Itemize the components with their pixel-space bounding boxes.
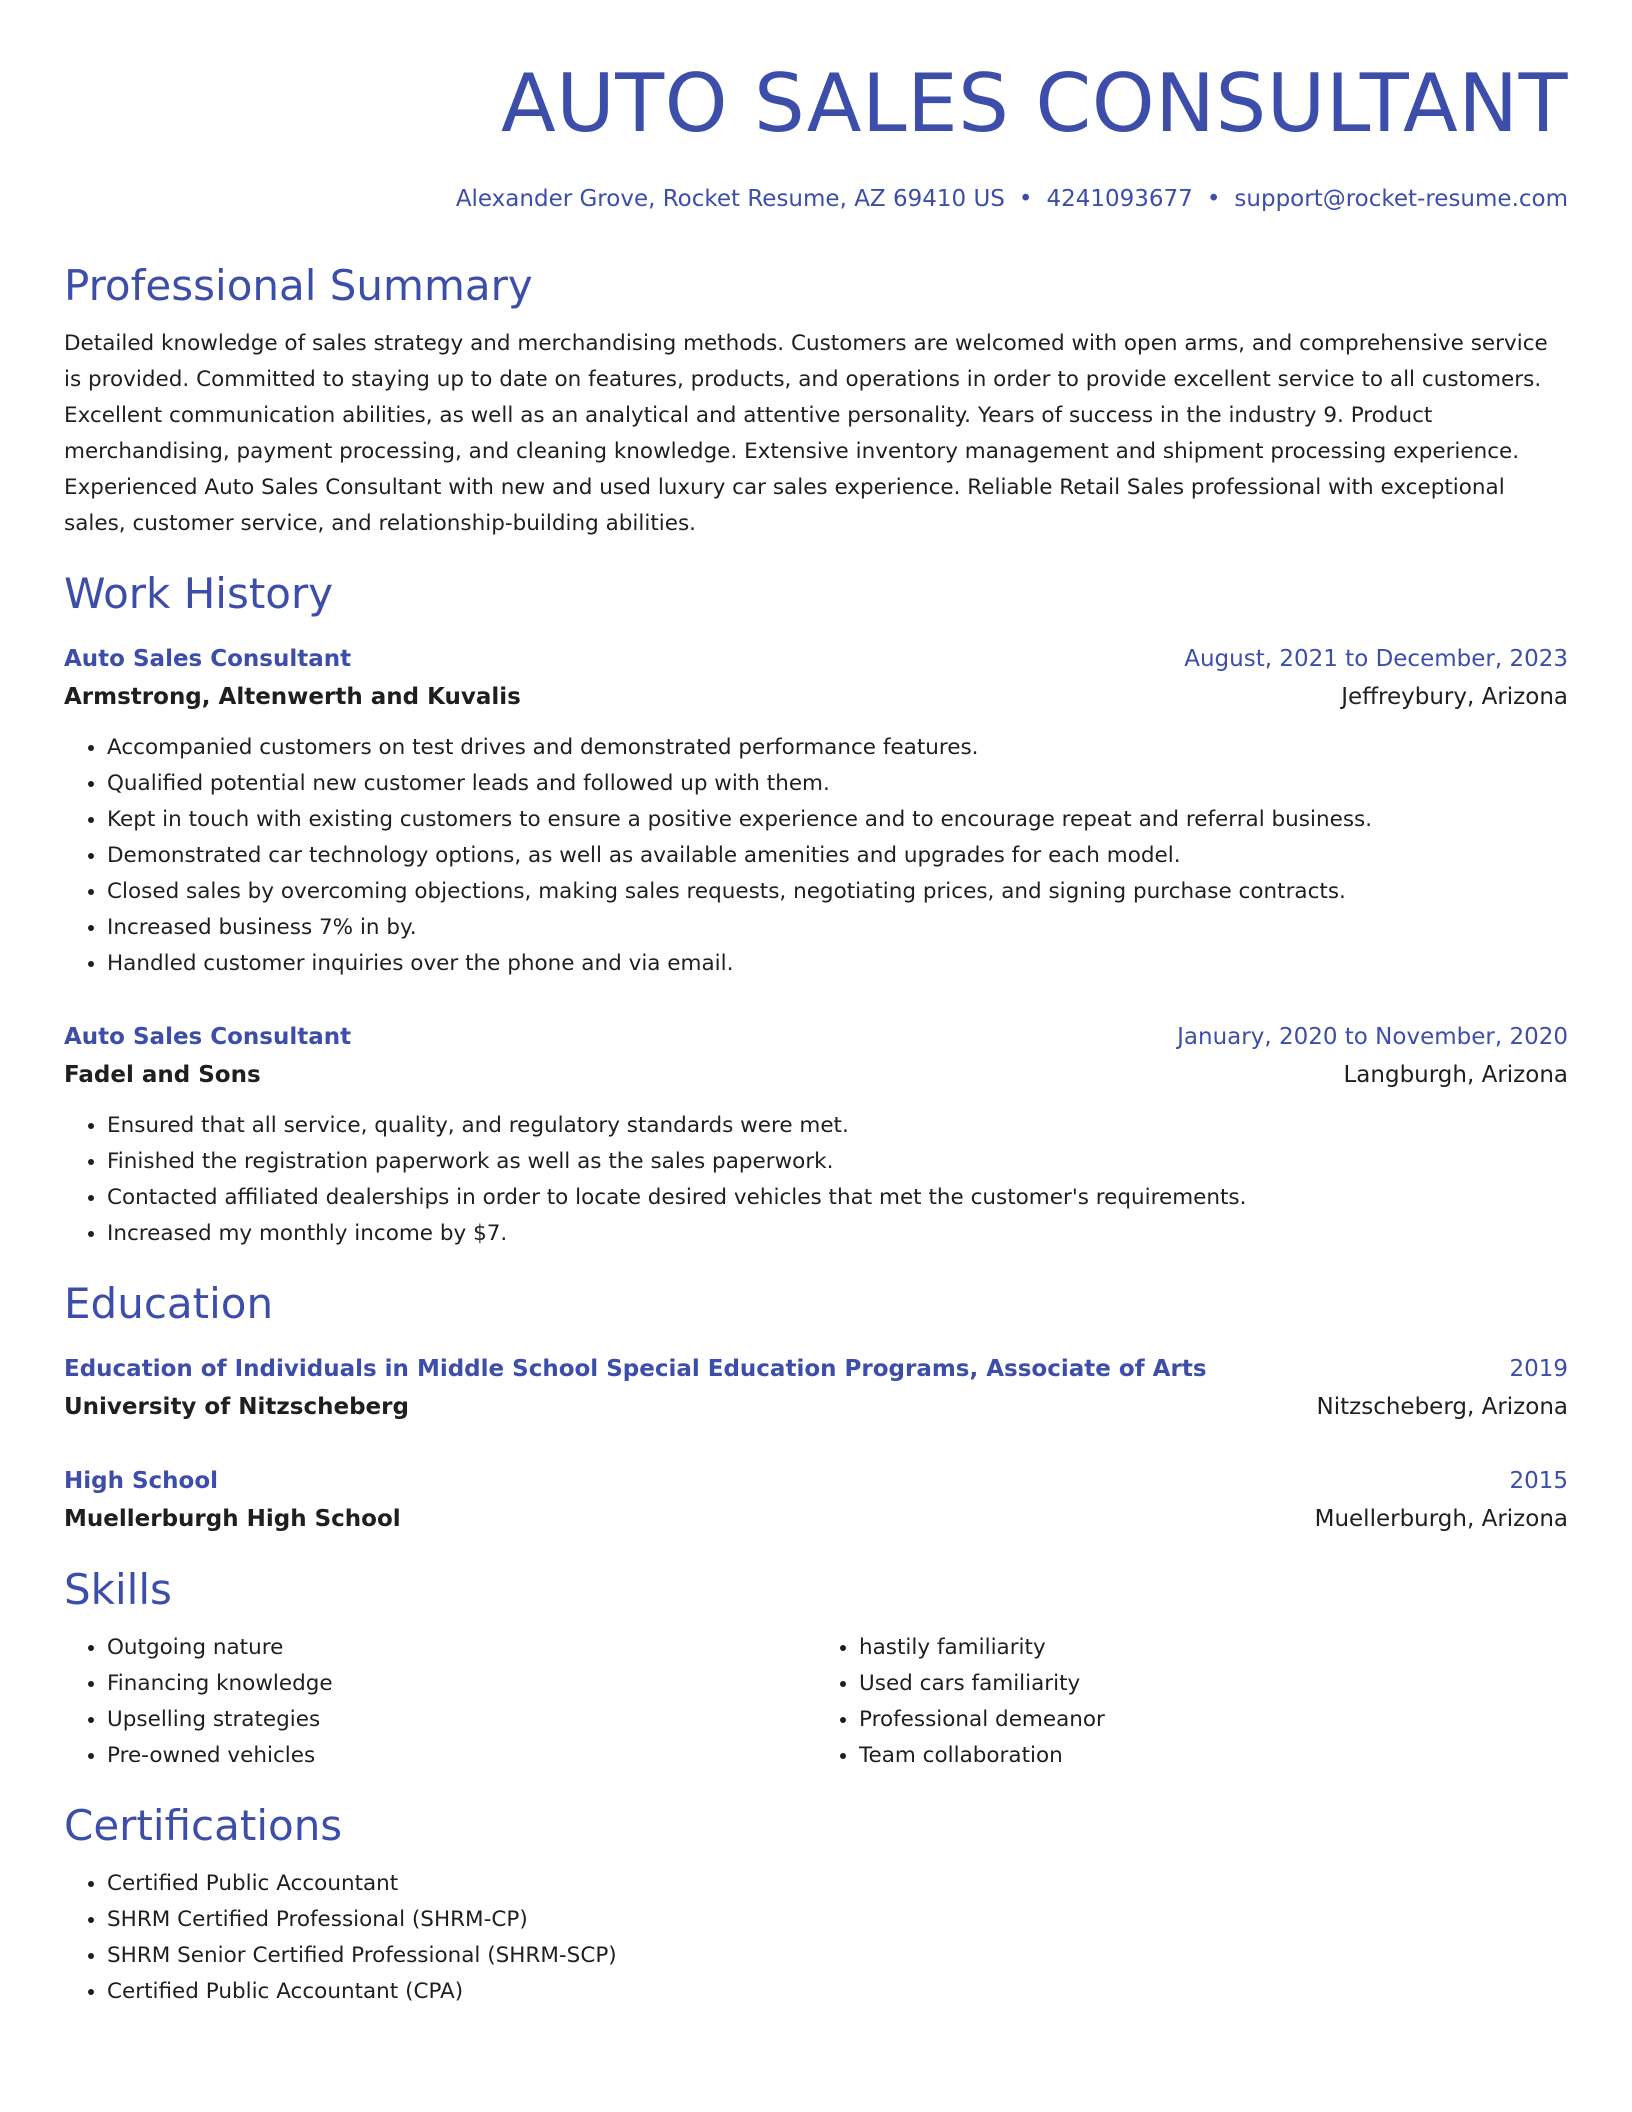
work-history-section: [64, 568, 1568, 1252]
summary-heading: Professional Summary: [64, 261, 533, 310]
job-bullet: • Accompanied customers on test drives and demonstrated performance features.: [107, 730, 1568, 766]
job-bullet: • Ensured that all service, quality, and regulatory standards were met.: [107, 1108, 1568, 1144]
job-dates: August, 2021 to December, 2023: [1184, 646, 1568, 672]
work-history-heading: Work History: [64, 569, 334, 618]
skill-item: • Team collaboration: [859, 1738, 1568, 1774]
education-school: Muellerburgh High School: [64, 1506, 401, 1532]
education-entry: [64, 1462, 1568, 1538]
job-title: Auto Sales Consultant: [64, 1024, 352, 1050]
skill-item: • Financing knowledge: [107, 1666, 816, 1702]
job-bullet: • Increased my monthly income by $7.: [107, 1216, 1568, 1252]
certifications-section: [64, 1800, 1568, 2010]
job-location: Jeffreybury, Arizona: [1341, 684, 1568, 710]
skill-item: • Used cars familiarity: [859, 1666, 1568, 1702]
education-location: Nitzscheberg, Arizona: [1316, 1394, 1568, 1420]
job-entry: [64, 1018, 1568, 1252]
skills-list-right: [816, 1630, 1568, 1774]
education-school: University of Nitzscheberg: [64, 1394, 409, 1420]
job-bullet: • Increased business 7% in by.: [107, 910, 1568, 946]
education-heading: Education: [64, 1279, 274, 1328]
certification-item: • SHRM Certified Professional (SHRM-CP): [107, 1902, 1568, 1938]
job-bullet: • Closed sales by overcoming objections, making sales requests, negotiating prices, and signing purchase contracts.: [107, 874, 1568, 910]
job-location: Langburgh, Arizona: [1343, 1062, 1568, 1088]
job-bullet: • Contacted affiliated dealerships in order to locate desired vehicles that met the customer's requirements.: [107, 1180, 1568, 1216]
resume-name: AUTO SALES CONSULTANT: [500, 57, 1568, 150]
contact-separator: •: [1206, 186, 1221, 212]
education-year: 2015: [1509, 1468, 1568, 1494]
job-company: Armstrong, Altenwerth and Kuvalis: [64, 684, 521, 710]
job-bullet: • Handled customer inquiries over the phone and via email.: [107, 946, 1568, 982]
skill-item: • Outgoing nature: [107, 1630, 816, 1666]
education-degree: Education of Individuals in Middle School Special Education Programs, Associate of Arts: [64, 1356, 1207, 1382]
contact-separator: •: [1018, 186, 1033, 212]
contact-line: [64, 184, 1568, 214]
job-entry: [64, 640, 1568, 982]
job-bullet: • Finished the registration paperwork as well as the sales paperwork.: [107, 1144, 1568, 1180]
certification-item: • SHRM Senior Certified Professional (SHRM-SCP): [107, 1938, 1568, 1974]
skills-heading: Skills: [64, 1565, 172, 1614]
job-title: Auto Sales Consultant: [64, 646, 352, 672]
job-bullets: [64, 1108, 1568, 1252]
contact-phone: 4241093677: [1046, 186, 1193, 212]
contact-address: Alexander Grove, Rocket Resume, AZ 69410 US: [455, 186, 1005, 212]
job-bullets: [64, 730, 1568, 982]
skill-item: • Upselling strategies: [107, 1702, 816, 1738]
certifications-heading: Certifications: [64, 1801, 343, 1850]
skill-item: • Pre-owned vehicles: [107, 1738, 816, 1774]
job-bullet: • Demonstrated car technology options, as well as available amenities and upgrades for each model.: [107, 838, 1568, 874]
job-dates: January, 2020 to November, 2020: [1177, 1024, 1568, 1050]
education-year: 2019: [1509, 1356, 1568, 1382]
summary-text: Detailed knowledge of sales strategy and merchandising methods. Customers are welcomed with open arms, and comprehensive service is provided. Committed to staying up to date on features, products, and operations in order to provide excellent service to all customers. Excellent communication abilities, as well as an analytical and attentive personality. Years of success in the industry 9. Product merchandising, payment processing, and cleaning knowledge. Extensive inventory management and shipment processing experience. Experienced Auto Sales Consultant with new and used luxury car sales experience. Reliable Retail Sales professional with exceptional sales, customer service, and relationship-building abilities.: [64, 331, 1548, 536]
education-location: Muellerburgh, Arizona: [1314, 1506, 1568, 1532]
skills-list-left: [64, 1630, 816, 1774]
education-section: [64, 1278, 1568, 1538]
contact-email: support@rocket-resume.com: [1234, 186, 1568, 212]
job-bullet: • Qualified potential new customer leads and followed up with them.: [107, 766, 1568, 802]
resume-header: [64, 56, 1568, 214]
education-degree: High School: [64, 1468, 219, 1494]
education-entry: [64, 1350, 1568, 1426]
certifications-list: [64, 1866, 1568, 2010]
skills-section: [64, 1564, 1568, 1774]
skills-columns: [64, 1630, 1568, 1774]
job-bullet: • Kept in touch with existing customers to ensure a positive experience and to encourage repeat and referral business.: [107, 802, 1568, 838]
skill-item: • Professional demeanor: [859, 1702, 1568, 1738]
skill-item: • hastily familiarity: [859, 1630, 1568, 1666]
job-company: Fadel and Sons: [64, 1062, 261, 1088]
certification-item: • Certified Public Accountant: [107, 1866, 1568, 1902]
certification-item: • Certified Public Accountant (CPA): [107, 1974, 1568, 2010]
